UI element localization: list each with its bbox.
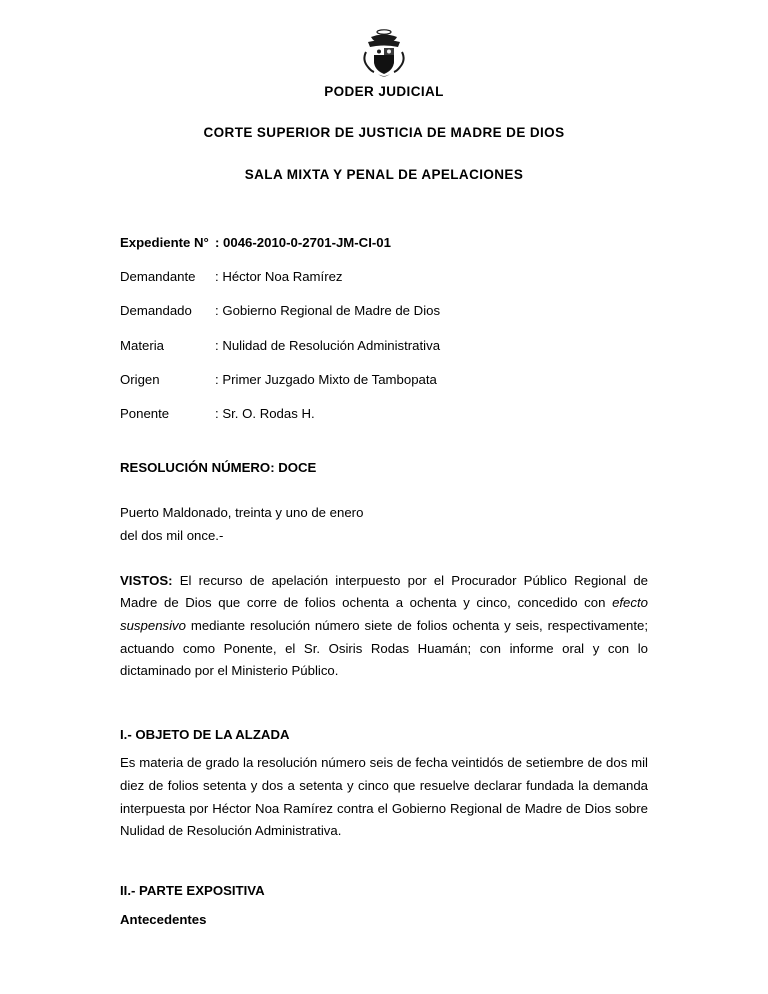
place-date bbox=[120, 502, 648, 547]
section-2-title: II.- PARTE EXPOSITIVA bbox=[120, 882, 265, 898]
case-row bbox=[120, 236, 648, 249]
field-value: : Sr. O. Rodas H. bbox=[215, 406, 315, 422]
section-1-body: Es materia de grado la resolución número seis de fecha veintidós de setiembre de dos mil diez de folios setenta y dos a setenta y cinco que resuelve declarar fundada la demanda interpuesta por Héctor Noa Ramírez contra el Gobierno Regional de Madre de Dios sobre Nulidad de Resolución Administrativa. bbox=[120, 755, 648, 839]
peru-coat-of-arms-icon bbox=[120, 28, 648, 80]
chamber-name: SALA MIXTA Y PENAL DE APELACIONES bbox=[244, 167, 524, 182]
field-value: : Gobierno Regional de Madre de Dios bbox=[215, 303, 441, 319]
field-label: Expediente N° bbox=[120, 235, 209, 250]
case-row bbox=[120, 304, 648, 317]
case-row bbox=[120, 339, 648, 352]
section-2-subtitle: Antecedentes bbox=[120, 911, 207, 927]
court-name: CORTE SUPERIOR DE JUSTICIA DE MADRE DE DIOS bbox=[203, 125, 565, 140]
page-title: PODER JUDICIAL bbox=[324, 84, 444, 99]
field-label: Origen bbox=[120, 371, 160, 387]
vistos-text-2: mediante resolución número siete de folios ochenta y seis, respectivamente; actuando como Ponente, el Sr. Osiris Rodas Huamán; con informe oral y con lo dictaminado por el Ministerio Público. bbox=[120, 618, 648, 679]
field-value: : 0046-2010-0-2701-JM-CI-01 bbox=[215, 235, 391, 250]
place-date-line2: del dos mil once.- bbox=[120, 527, 224, 543]
field-value: : Primer Juzgado Mixto de Tambopata bbox=[215, 371, 437, 387]
vistos-italic: efecto suspensivo bbox=[120, 595, 648, 634]
case-row bbox=[120, 407, 648, 420]
field-value: : Nulidad de Resolución Administrativa bbox=[215, 337, 441, 353]
vistos-text-1: El recurso de apelación interpuesto por el Procurador Público Regional de Madre de Dios que corre de folios ochenta a ochenta y cinco, concedido con bbox=[120, 572, 648, 611]
place-date-line1: Puerto Maldonado, treinta y uno de enero bbox=[120, 505, 364, 521]
field-label: Demandante bbox=[120, 269, 196, 285]
vistos-paragraph bbox=[120, 570, 648, 684]
field-value: : Héctor Noa Ramírez bbox=[215, 269, 343, 285]
case-row bbox=[120, 373, 648, 386]
section-1-title: I.- OBJETO DE LA ALZADA bbox=[120, 727, 290, 743]
field-label: Demandado bbox=[120, 303, 192, 319]
field-label: Ponente bbox=[120, 406, 170, 422]
resolution-number: RESOLUCIÓN NÚMERO: DOCE bbox=[120, 460, 317, 476]
case-details bbox=[120, 236, 648, 420]
field-label: Materia bbox=[120, 337, 164, 353]
case-row bbox=[120, 270, 648, 283]
vistos-lead: VISTOS: bbox=[120, 572, 173, 588]
